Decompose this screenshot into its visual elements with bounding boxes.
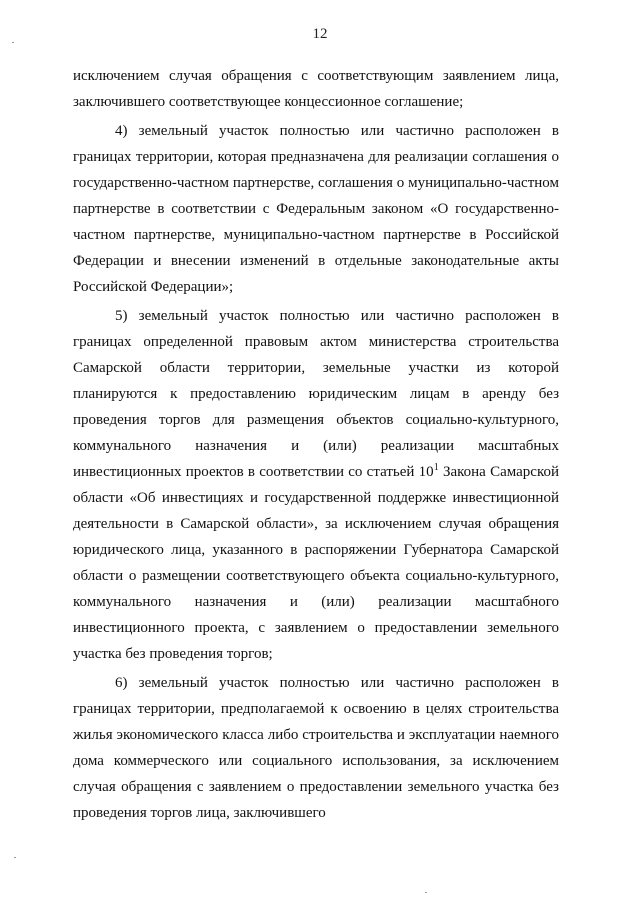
paragraph-item-4: 4) земельный участок полностью или частично расположен в границах территории, которая предназначена для реализации соглашения о государственно-частном партнерстве, соглашения о муниципально-частном партнерстве в соответствии с Федеральным законом «О государственно-частном партнерстве, муниципально-частном партнерстве в Российской Федерации и внесении изменений в отдельные законодательные акты Российской Федерации»; xyxy=(73,123,559,295)
paragraph-item-5-text-b: Закона Самарской области «Об инвестициях и государственной поддержке инвестиционной деятельности в Самарской области», за исключением случая обращения юридического лица, указанного в распоряжении Губернатора Самарской области о размещении соответствующего объекта социально-культурного, коммунального назначения и (или) реализации масштабного инвестиционного проекта, с заявлением о предоставлении земельного участка без проведения торгов; xyxy=(73,464,559,662)
scan-speck xyxy=(14,857,16,858)
paragraph-item-5-text-a: 5) земельный участок полностью или частично расположен в границах определенной правовым актом министерства строительства Самарской области территории, земельные участки из которой планируются к предоставлению юридическим лицам в аренду без проведения торгов для размещения объектов социально-культурного, коммунального назначения и (или) реализации масштабных инвестиционных проектов в соответствии со статьей 10 xyxy=(73,308,559,480)
paragraph-item-5 xyxy=(73,303,559,667)
article-superscript: 1 xyxy=(433,462,439,473)
paragraph-continuation: исключением случая обращения с соответствующим заявлением лица, заключившего соответствующее концессионное соглашение; xyxy=(73,68,559,110)
paragraph-item-6: 6) земельный участок полностью или частично расположен в границах территории, предполагаемой к освоению в целях строительства жилья экономического класса либо строительства и эксплуатации наемного дома коммерческого или социального использования, за исключением случая обращения с заявлением о предоставлении земельного участка без проведения торгов лица, заключившего xyxy=(73,675,559,821)
page-number: 12 xyxy=(312,26,328,42)
scan-speck xyxy=(425,892,427,893)
scan-speck xyxy=(12,42,14,43)
document-body xyxy=(73,63,559,829)
